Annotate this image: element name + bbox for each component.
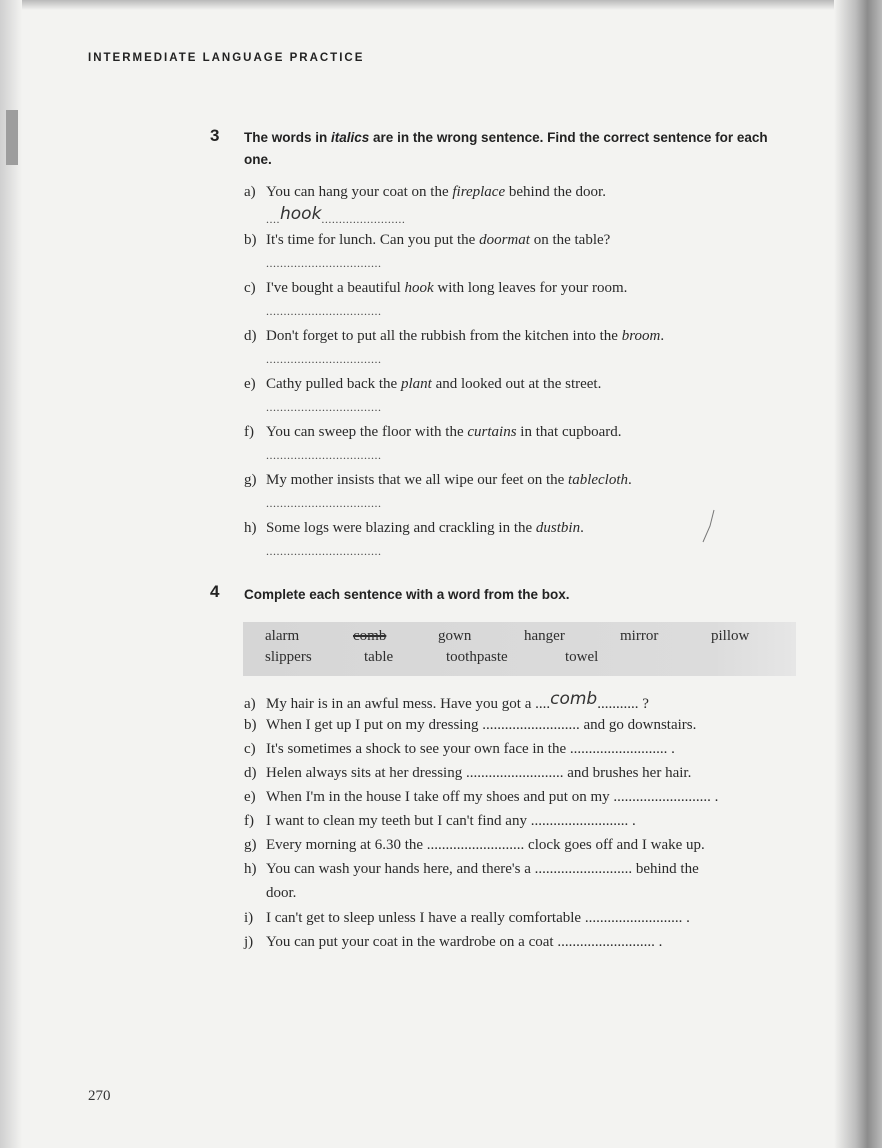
handwritten-answer: comb bbox=[550, 689, 598, 709]
item-label: b) bbox=[244, 717, 257, 733]
item-text: You can wash your hands here, and there's a .......................... behind the bbox=[266, 861, 699, 877]
item-text: You can sweep the floor with the bbox=[266, 424, 468, 440]
answer-line[interactable]: ................................. bbox=[266, 352, 382, 366]
item-text: Helen always sits at her dressing .......................... and brushes her hair. bbox=[266, 765, 692, 781]
answer-line[interactable]: ................................. bbox=[266, 256, 382, 270]
item-text: Every morning at 6.30 the .......................... clock goes off and I wake up. bbox=[266, 837, 705, 853]
exercise-3-item bbox=[244, 424, 622, 441]
instruction-italic: italics bbox=[331, 130, 370, 145]
word-box-item-struck: comb bbox=[353, 628, 387, 644]
item-text: It's sometimes a shock to see your own face in the .......................... . bbox=[266, 741, 675, 757]
item-italic-word: tablecloth bbox=[568, 472, 629, 488]
word-box-item: alarm bbox=[265, 628, 300, 644]
item-text: and looked out at the street. bbox=[431, 376, 602, 392]
item-text: You can hang your coat on the bbox=[266, 184, 453, 200]
handwritten-answer: hook bbox=[280, 204, 322, 224]
exercise-4-item bbox=[244, 689, 649, 713]
item-text: My mother insists that we all wipe our feet on the bbox=[266, 472, 569, 488]
item-label: h) bbox=[244, 861, 257, 877]
item-text: . bbox=[660, 328, 665, 344]
exercise-4-item bbox=[244, 813, 636, 830]
item-label: e) bbox=[244, 376, 256, 392]
item-label: f) bbox=[244, 813, 254, 829]
item-text: Don't forget to put all the rubbish from the kitchen into the bbox=[266, 328, 622, 344]
item-label: a) bbox=[244, 696, 256, 712]
exercise-4-number: 4 bbox=[210, 582, 220, 601]
exercise-4-item bbox=[244, 741, 675, 758]
word-box-item: slippers bbox=[265, 649, 312, 665]
exercise-4-item bbox=[244, 789, 718, 806]
page-left-shadow bbox=[0, 0, 22, 1148]
pencil-mark-icon bbox=[700, 508, 720, 544]
item-text: behind the door. bbox=[505, 184, 606, 200]
item-label: a) bbox=[244, 184, 256, 200]
item-continuation: door. bbox=[266, 885, 297, 901]
exercise-3-item bbox=[244, 520, 584, 537]
item-text: . bbox=[580, 520, 584, 536]
item-italic-word: dustbin bbox=[535, 520, 581, 536]
answer-line[interactable]: ................................. bbox=[266, 448, 382, 462]
item-text: My hair is in an awful mess. Have you got a .... bbox=[266, 696, 551, 712]
item-label: j) bbox=[244, 934, 254, 950]
answer-line[interactable]: ....hook........................ bbox=[266, 204, 406, 226]
instruction-text: are in the wrong sentence. Find the correct sentence for each bbox=[369, 130, 768, 145]
exercise-3-item bbox=[244, 280, 627, 297]
word-box-item: table bbox=[364, 649, 394, 665]
exercise-3-item bbox=[244, 472, 632, 489]
instruction-text: one. bbox=[244, 152, 272, 167]
exercise-3-item bbox=[244, 232, 610, 249]
answer-line[interactable]: ................................. bbox=[266, 544, 382, 558]
item-label: c) bbox=[244, 280, 256, 296]
page-number: 270 bbox=[88, 1088, 111, 1104]
item-italic-word: fireplace bbox=[452, 184, 506, 200]
item-label: g) bbox=[244, 472, 257, 488]
item-italic-word: hook bbox=[404, 280, 434, 296]
item-text: I can't get to sleep unless I have a really comfortable .......................... . bbox=[266, 910, 690, 926]
exercise-4-item bbox=[244, 910, 690, 927]
item-text: on the table? bbox=[529, 232, 611, 248]
item-text: ........... ? bbox=[597, 696, 649, 712]
word-box-item: toothpaste bbox=[446, 649, 508, 665]
item-text: You can put your coat in the wardrobe on a coat .......................... . bbox=[266, 934, 663, 950]
item-label: h) bbox=[244, 520, 257, 536]
word-box-item: mirror bbox=[620, 628, 659, 644]
item-text: It's time for lunch. Can you put the bbox=[266, 232, 480, 248]
item-italic-word: doormat bbox=[479, 232, 530, 248]
item-text: I want to clean my teeth but I can't find any .......................... . bbox=[266, 813, 636, 829]
exercise-4-item bbox=[244, 861, 699, 878]
exercise-3-item bbox=[244, 376, 601, 393]
page-edge-tab bbox=[6, 110, 18, 165]
item-text: Cathy pulled back the bbox=[266, 376, 401, 392]
item-italic-word: curtains bbox=[467, 424, 517, 440]
item-text: Some logs were blazing and crackling in the bbox=[266, 520, 536, 536]
answer-line[interactable]: ................................. bbox=[266, 400, 382, 414]
exercise-4-item bbox=[244, 837, 705, 854]
word-box-item: hanger bbox=[524, 628, 565, 644]
item-label: i) bbox=[244, 910, 254, 926]
item-label: g) bbox=[244, 837, 257, 853]
running-header: INTERMEDIATE LANGUAGE PRACTICE bbox=[88, 52, 365, 64]
book-spine-shadow bbox=[834, 0, 882, 1148]
item-label: e) bbox=[244, 789, 256, 805]
exercise-4-item bbox=[244, 765, 691, 782]
item-text: I've bought a beautiful bbox=[266, 280, 405, 296]
item-label: d) bbox=[244, 328, 257, 344]
exercise-3-instruction bbox=[244, 127, 768, 171]
word-box-item: towel bbox=[565, 649, 599, 665]
item-italic-word: plant bbox=[400, 376, 432, 392]
item-label: c) bbox=[244, 741, 256, 757]
item-text: with long leaves for your room. bbox=[433, 280, 628, 296]
item-label: d) bbox=[244, 765, 257, 781]
item-label: b) bbox=[244, 232, 257, 248]
page-top-shadow bbox=[0, 0, 882, 10]
item-text: in that cupboard. bbox=[516, 424, 622, 440]
item-text: When I'm in the house I take off my shoes and put on my .......................... . bbox=[266, 789, 719, 805]
word-box bbox=[243, 622, 796, 676]
item-italic-word: broom bbox=[621, 328, 661, 344]
item-text: When I get up I put on my dressing .......................... and go downstairs. bbox=[266, 717, 697, 733]
exercise-4-instruction: Complete each sentence with a word from the box. bbox=[244, 587, 570, 602]
answer-line[interactable]: ................................. bbox=[266, 304, 382, 318]
item-label: f) bbox=[244, 424, 254, 440]
word-box-item: pillow bbox=[711, 628, 750, 644]
exercise-3-item bbox=[244, 328, 664, 345]
exercise-3-item bbox=[244, 184, 606, 201]
instruction-text: The words in bbox=[244, 130, 332, 145]
exercise-4-item bbox=[244, 934, 662, 951]
word-box-item: gown bbox=[438, 628, 472, 644]
item-text: . bbox=[628, 472, 632, 488]
exercise-3-number: 3 bbox=[210, 126, 220, 145]
exercise-4-item bbox=[244, 717, 696, 734]
answer-line[interactable]: ................................. bbox=[266, 496, 382, 510]
